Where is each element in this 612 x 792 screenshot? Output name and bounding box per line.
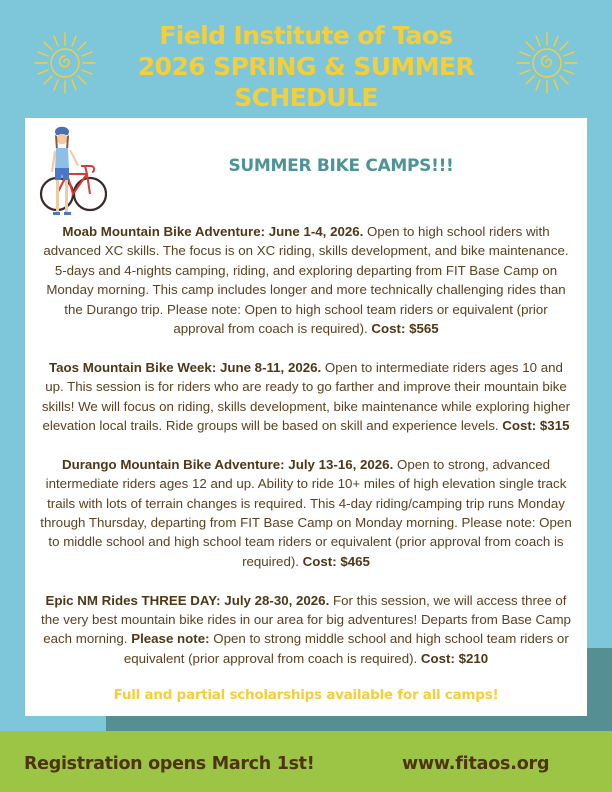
camp-name-date: Taos Mountain Bike Week: June 8-11, 2026. — [49, 359, 322, 375]
camp-cost: Cost: $565 — [371, 321, 439, 337]
registration-text: Registration opens March 1st! — [24, 754, 315, 774]
camp-item-taos — [39, 358, 573, 436]
camp-list — [39, 222, 573, 688]
camp-item-durango — [39, 455, 573, 571]
page-title — [110, 20, 502, 113]
decorative-teal-block — [106, 716, 612, 731]
camp-name-date: Moab Mountain Bike Adventure: June 1-4, 2026. — [62, 224, 364, 239]
camp-description: For this session, we will access three of the very best mountain bike rides in our area for big adventures! Departs from Base Camp each morning. — [41, 592, 571, 647]
scholarship-note: Full and partial scholarships available for all camps! — [113, 687, 499, 703]
website-link[interactable]: www.fitaos.org — [402, 754, 550, 774]
camp-item-epic-nm — [39, 591, 573, 669]
camp-name-date: Durango Mountain Bike Adventure: July 13-16, 2026. — [62, 456, 394, 472]
camp-description: Open to intermediate riders ages 10 and up. This session is for riders who are ready to go farther and improve their mountain bike skills! We will focus on riding, skills development, bike maintenance while exploring higher elevation local trails. Ride groups will be based on skill and experience levels. — [41, 359, 571, 434]
schedule-card — [25, 118, 587, 716]
sun-icon — [32, 30, 98, 96]
camp-cost: Cost: $210 — [420, 650, 489, 666]
title-line: 2026 SPRING & SUMMER — [137, 52, 475, 81]
title-line: SCHEDULE — [234, 83, 378, 112]
camp-item-moab — [39, 222, 573, 338]
title-line: Field Institute of Taos — [159, 21, 453, 50]
camp-cost: Cost: $465 — [302, 553, 370, 569]
footer-bar — [0, 731, 612, 792]
section-title: SUMMER BIKE CAMPS!!! — [228, 156, 454, 176]
camp-description: Open to strong middle school and high school team riders or equivalent (prior approval from coach is required). — [123, 631, 569, 666]
camp-name-date: Epic NM Rides THREE DAY: July 28-30, 2026. — [45, 592, 330, 608]
camp-cost: Cost: $315 — [502, 418, 570, 434]
camp-description: Open to high school riders with advanced XC skills. The focus is on XC riding, skills development, and bike maintenance. 5-days and 4-nights camping, riding, and exploring departing from FIT Base Camp on Monday morning. This camp includes longer and more technically challenging rides than the Durango trip. Please note: Open to high school team riders or equivalent (prior approval from coach is required). — [43, 224, 569, 337]
sun-icon — [514, 30, 580, 96]
camp-note-label: Please note: — [131, 631, 210, 647]
camp-description: Open to strong, advanced intermediate riders ages 12 and up. Ability to ride 10+ miles of high elevation single track trails with lots of terrain changes is required. This 4-day riding/camping trip runs Monday through Thursday, departing from FIT Base Camp on Monday morning. Please note: Open to middle school and high school team riders or equivalent (prior approval from coach is required). — [40, 456, 572, 569]
